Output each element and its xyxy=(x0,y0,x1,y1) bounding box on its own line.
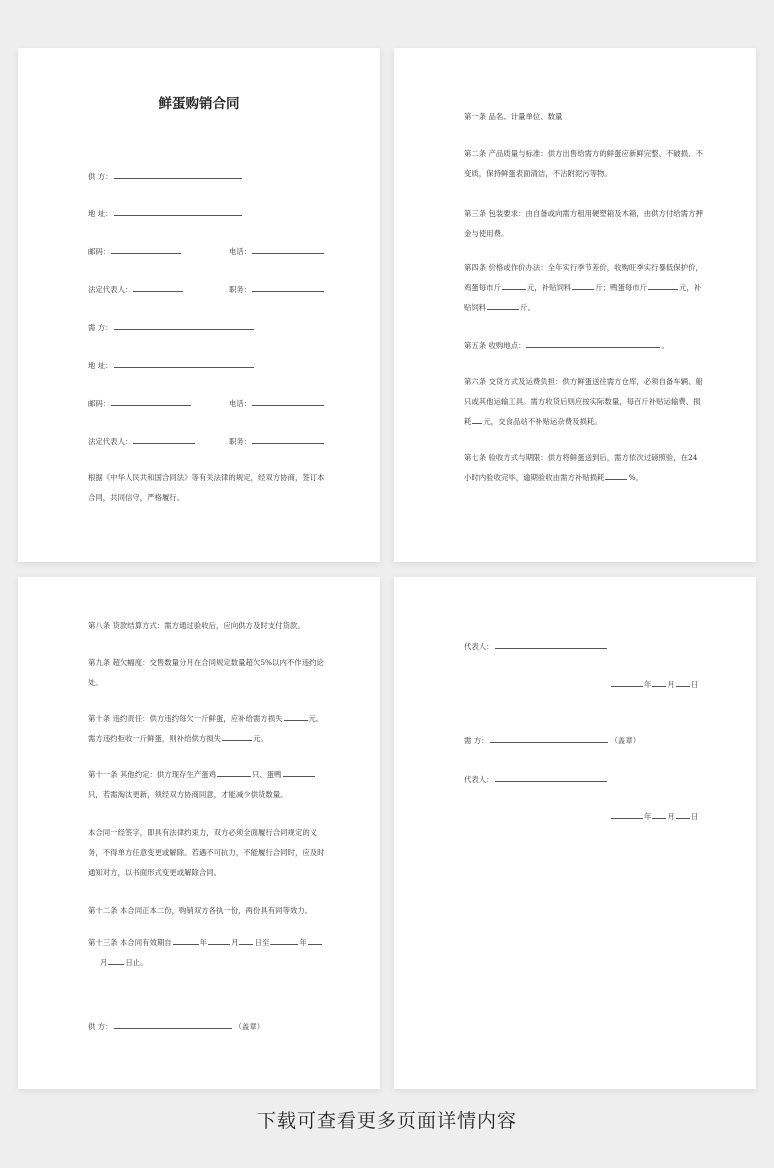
contract-page-3 xyxy=(18,577,380,1089)
clause-11-text-a: 第十一条 其他约定：供方现存生产蛋鸡 xyxy=(88,770,216,779)
contract-title: 鲜蛋购销合同 xyxy=(158,96,240,112)
postcode-blank xyxy=(111,397,191,406)
clause-6-text-a: 第六条 交货方式及运费负担：供方鲜蛋送往需方仓库，必须自备车辆、船只或其他运输工具。需方收货后则应按实际数量，每百斤补贴运输费、损耗 xyxy=(464,377,703,426)
legal-rep-label: 法定代表人： xyxy=(88,437,133,446)
clause-7-text-a: 第七条 验收方式与期限：供方将鲜蛋送到后，需方依次过磅照验，在24小时内验收完毕，逾期验收由需方补贴损耗 xyxy=(464,453,698,482)
day-end-label: 日止。 xyxy=(125,958,148,967)
supplier-sign-row xyxy=(88,1020,264,1032)
phone-blank xyxy=(252,245,324,254)
buyer-rep-row xyxy=(464,773,608,785)
contract-page-2 xyxy=(394,48,756,562)
clause-11 xyxy=(88,765,328,805)
clause-3: 第三条 包装要求：由自备或向需方租用硬塑箱及木箱，由供方付给需方押金与使用费。 xyxy=(464,209,703,238)
clause-13-text-a: 第十三条 本合同有效期自 xyxy=(88,938,172,947)
supplier-sign-blank xyxy=(114,1020,232,1029)
start-month-blank xyxy=(208,936,230,945)
year-label: 年 xyxy=(644,812,652,821)
position-blank xyxy=(252,435,324,444)
clause-6 xyxy=(464,372,704,432)
clause-effect: 本合同一经签字，即具有法律约束力，双方必须全面履行合同规定的义务，不得单方任意变更或解除。若遇不可抗力，不能履行合同时，应及时通知对方，以书面形式变更或解除合同。 xyxy=(88,828,325,877)
buyer-address-row xyxy=(88,359,255,371)
clause-2: 第二条 产品质量与标准：供方出售给需方的鲜蛋应新鲜完整、不破损、不变质，保持鲜蛋表面清洁，不沾附泥污等物。 xyxy=(464,149,703,178)
clause-4-text-e: 斤。 xyxy=(520,303,535,312)
month-label: 月 xyxy=(231,938,239,947)
clause-5-text: 第五条 收购地点： xyxy=(464,341,526,350)
year-blank xyxy=(611,810,643,819)
month-label: 月 xyxy=(100,958,108,967)
year-blank xyxy=(611,678,643,687)
buyer-penalty-blank xyxy=(222,732,252,741)
clause-7 xyxy=(464,448,704,488)
address-label: 地 址： xyxy=(88,361,113,370)
clause-11-text-c: 只，若需淘汰更新，须经双方协商同意，才能减少供货数量。 xyxy=(88,790,288,799)
feed-blank xyxy=(572,281,594,290)
month-blank xyxy=(652,678,666,687)
buyer-postcode-row xyxy=(88,397,192,409)
supplier-postcode-row xyxy=(88,245,182,257)
clause-4-text-c: 斤；鸭蛋每市斤 xyxy=(595,283,648,292)
legal-rep-blank xyxy=(133,435,195,444)
clause-7-text-b: %。 xyxy=(628,473,643,482)
contract-page-1 xyxy=(18,48,380,562)
supplier-blank xyxy=(114,170,242,179)
position-label: 职务： xyxy=(229,285,252,294)
year-label: 年 xyxy=(199,938,208,947)
preamble: 根据《中华人民共和国合同法》等有关法律的规定，经双方协商，签订本合同，共同信守，严格履行。 xyxy=(88,473,325,502)
postcode-label: 邮码： xyxy=(88,247,111,256)
duck-egg-price-blank xyxy=(648,281,678,290)
month-label: 月 xyxy=(667,812,675,821)
duck-feed-blank xyxy=(487,301,519,310)
clause-1: 第一条 品名、计量单位、数量 xyxy=(464,112,563,121)
buyer-label: 需 方： xyxy=(464,736,489,745)
clause-10 xyxy=(88,709,328,749)
buyer-sign-row xyxy=(464,734,640,746)
buyer-legal-rep-row xyxy=(88,435,196,447)
download-caption: 下载可查看更多页面详情内容 xyxy=(256,1110,517,1132)
buyer-date-row xyxy=(610,810,698,822)
buyer-label: 需 方： xyxy=(88,323,113,332)
rep-label: 代表人： xyxy=(464,775,494,784)
supplier-rep-row xyxy=(464,640,608,652)
end-day-blank xyxy=(108,956,124,965)
phone-label: 电话： xyxy=(229,399,252,408)
clause-11-text-b: 只、蛋鸭 xyxy=(252,770,282,779)
clause-12: 第十二条 本合同正本二份，购销双方各执一份，两份具有同等效力。 xyxy=(88,906,313,915)
month-label: 月 xyxy=(667,680,675,689)
buyer-sign-blank xyxy=(490,734,608,743)
ducks-blank xyxy=(283,768,315,777)
start-day-blank xyxy=(239,936,253,945)
buyer-phone-row xyxy=(229,397,325,409)
clause-8: 第八条 货款结算方式：需方通过验收后，应向供方及时支付货款。 xyxy=(88,621,305,630)
clause-4-text-a: 第四条 价格或作价办法：全年实行季节差价，收购旺季实行暴低保护价，鸡蛋每市斤 xyxy=(464,263,703,292)
day-label: 日 xyxy=(690,812,699,821)
loss-percent-blank xyxy=(605,471,627,480)
supplier-legal-rep-row xyxy=(88,283,184,295)
loss-subsidy-blank xyxy=(472,415,482,424)
legal-rep-blank xyxy=(133,283,183,292)
end-year-blank xyxy=(270,936,298,945)
postcode-label: 邮码： xyxy=(88,399,111,408)
supplier-penalty-blank xyxy=(284,712,308,721)
buyer-position-row xyxy=(229,435,325,447)
clause-9: 第九条 超欠幅度：交售数量分月在合同规定数量超欠5%以内不作违约论处。 xyxy=(88,658,324,687)
clause-5-end: 。 xyxy=(661,341,669,350)
day-blank xyxy=(676,678,690,687)
egg-price-blank xyxy=(502,281,526,290)
day-label: 日 xyxy=(690,680,699,689)
day-blank xyxy=(676,810,690,819)
supplier-address-row xyxy=(88,207,243,219)
supplier-date-row xyxy=(610,678,698,690)
position-blank xyxy=(252,283,324,292)
seal-label: （盖章） xyxy=(234,1022,265,1031)
supplier-label: 供 方： xyxy=(88,1022,113,1031)
buyer-row xyxy=(88,321,255,333)
rep-blank xyxy=(495,640,607,649)
clause-4-text-d: 元，补贴饲料 xyxy=(464,283,702,312)
rep-label: 代表人： xyxy=(464,642,494,651)
month-blank xyxy=(652,810,666,819)
year-label: 年 xyxy=(644,680,652,689)
year-label: 年 xyxy=(299,938,307,947)
supplier-label: 供 方： xyxy=(88,172,113,181)
clause-10-text-a: 第十条 违约责任：供方违约每欠一斤鲜蛋，应补给需方损失 xyxy=(88,714,283,723)
end-month-blank-a xyxy=(308,936,322,945)
rep-blank xyxy=(495,773,607,782)
seal-label: （盖章） xyxy=(610,736,641,745)
clause-10-text-c: 元。 xyxy=(253,734,268,743)
clause-4 xyxy=(464,258,704,318)
purchase-location-blank xyxy=(526,339,660,348)
address-blank xyxy=(114,207,242,216)
supplier-position-row xyxy=(229,283,325,295)
hens-blank xyxy=(217,768,251,777)
clause-10-text-b: 元。需方违约拒收一斤鲜蛋，则补给供方损失 xyxy=(88,714,324,743)
clause-13 xyxy=(88,933,328,973)
address-blank xyxy=(114,359,254,368)
contract-page-4 xyxy=(394,577,756,1089)
position-label: 职务： xyxy=(229,437,252,446)
clause-4-text-b: 元，补贴饲料 xyxy=(526,283,572,292)
legal-rep-label: 法定代表人： xyxy=(88,285,133,294)
phone-blank xyxy=(252,397,324,406)
supplier-row xyxy=(88,170,243,182)
clause-6-text-b: 元，交食品站不补贴运杂费及损耗。 xyxy=(483,417,602,426)
postcode-blank xyxy=(111,245,181,254)
address-label: 地 址： xyxy=(88,209,113,218)
clause-5 xyxy=(464,339,669,351)
day-to-label: 日至 xyxy=(254,938,270,947)
start-year-blank xyxy=(173,936,199,945)
buyer-blank xyxy=(114,321,254,330)
supplier-phone-row xyxy=(229,245,325,257)
phone-label: 电话： xyxy=(229,247,252,256)
